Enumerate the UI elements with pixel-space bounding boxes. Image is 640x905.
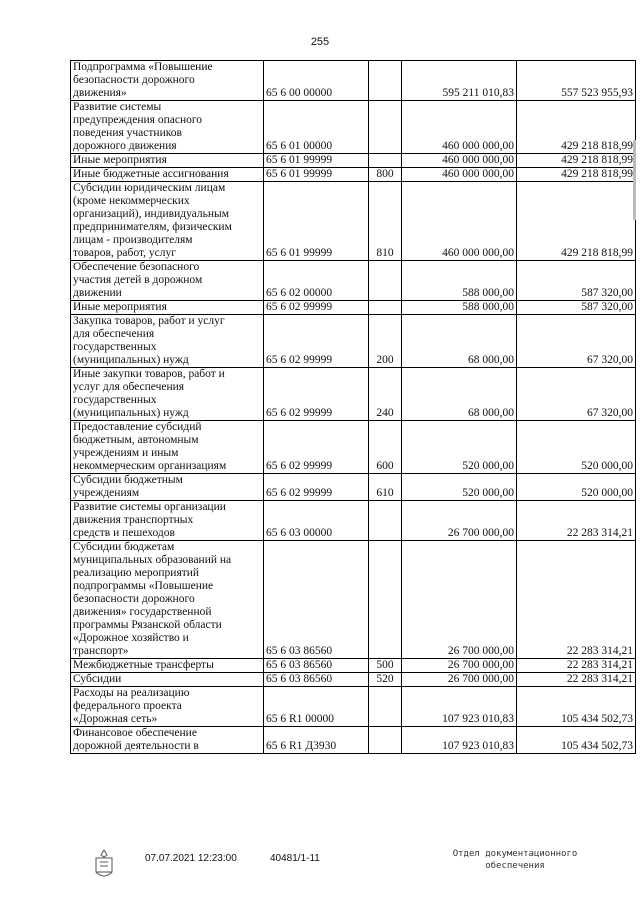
footer-date: 07.07.2021 12:23:00: [145, 853, 237, 864]
row-type: 800: [369, 168, 402, 182]
row-name-line: Межбюджетные трансферты: [73, 659, 214, 671]
row-name-line: для обеспечения: [73, 328, 155, 340]
row-name-line: государственных: [73, 341, 157, 353]
row-type: [369, 501, 402, 541]
row-name: [71, 61, 264, 101]
row-code: 65 6 02 00000: [264, 261, 369, 301]
row-code: 65 6 02 99999: [264, 421, 369, 474]
stamp-line: Отдел документационного: [452, 849, 578, 859]
row-done-amount: 22 283 314,21: [517, 501, 636, 541]
row-name-line: Предоставление субсидий: [73, 421, 202, 433]
row-done-amount: 557 523 955,93: [517, 61, 636, 101]
row-plan-amount: 107 923 010,83: [402, 687, 517, 727]
row-name-line: (муниципальных) нужд: [73, 354, 189, 366]
row-name-line: Расходы на реализацию: [73, 687, 190, 699]
row-name-line: организаций), индивидуальным: [73, 208, 230, 220]
row-name: [71, 687, 264, 727]
row-name-line: Развитие системы организации: [73, 501, 226, 513]
row-plan-amount: 68 000,00: [402, 315, 517, 368]
table-row: [71, 673, 636, 687]
row-plan-amount: 588 000,00: [402, 301, 517, 315]
table-row: [71, 501, 636, 541]
row-type: 610: [369, 474, 402, 501]
row-done-amount: 429 218 818,99: [517, 168, 636, 182]
table-row: [71, 541, 636, 659]
row-done-amount: 105 434 502,73: [517, 687, 636, 727]
table-row: [71, 261, 636, 301]
row-done-amount: 520 000,00: [517, 474, 636, 501]
table-row: [71, 101, 636, 154]
budget-table: [70, 60, 636, 754]
row-name-line: участия детей в дорожном: [73, 274, 203, 286]
row-name-line: движении: [73, 287, 122, 299]
row-name-line: муниципальных образований на: [73, 554, 232, 566]
row-type: 200: [369, 315, 402, 368]
row-name: [71, 368, 264, 421]
table-row: [71, 368, 636, 421]
table-row: [71, 182, 636, 261]
row-type: 810: [369, 182, 402, 261]
row-code: 65 6 03 86560: [264, 673, 369, 687]
row-name-line: программы Рязанской области: [73, 619, 222, 631]
row-done-amount: 429 218 818,99: [517, 182, 636, 261]
row-name-line: движения» государственной: [73, 606, 212, 618]
row-name: [71, 474, 264, 501]
row-plan-amount: 588 000,00: [402, 261, 517, 301]
emblem-icon: [90, 848, 118, 882]
budget-table-body: [71, 61, 636, 754]
row-done-amount: 67 320,00: [517, 315, 636, 368]
table-row: [71, 315, 636, 368]
row-type: 500: [369, 659, 402, 673]
table-row: [71, 154, 636, 168]
row-name: [71, 421, 264, 474]
row-name-line: (кроме некоммерческих: [73, 195, 190, 207]
row-plan-amount: 460 000 000,00: [402, 168, 517, 182]
row-name: [71, 154, 264, 168]
row-code: 65 6 03 00000: [264, 501, 369, 541]
row-plan-amount: 520 000,00: [402, 474, 517, 501]
row-type: [369, 101, 402, 154]
row-name: [71, 301, 264, 315]
table-row: [71, 727, 636, 754]
row-name-line: Субсидии: [73, 673, 122, 685]
row-name-line: Обеспечение безопасного: [73, 261, 200, 273]
department-stamp: [440, 848, 590, 872]
row-plan-amount: 26 700 000,00: [402, 673, 517, 687]
row-name-line: предпринимателям, физическим: [73, 221, 232, 233]
row-plan-amount: 26 700 000,00: [402, 501, 517, 541]
row-name-line: бюджетным, автономным: [73, 434, 199, 446]
row-name-line: учреждениям и иным: [73, 447, 179, 459]
scan-edge-mark: [632, 140, 638, 220]
row-type: [369, 261, 402, 301]
row-name-line: средств и пешеходов: [73, 527, 175, 539]
row-code: 65 6 00 00000: [264, 61, 369, 101]
row-code: 65 6 01 00000: [264, 101, 369, 154]
row-name-line: (муниципальных) нужд: [73, 407, 189, 419]
row-name-line: дорожной деятельности в: [73, 740, 199, 752]
row-code: 65 6 03 86560: [264, 541, 369, 659]
row-name-line: транспорт»: [73, 645, 129, 657]
row-name-line: Субсидии бюджетам: [73, 541, 175, 553]
row-name: [71, 659, 264, 673]
row-name-line: Иные бюджетные ассигнования: [73, 168, 229, 180]
row-code: 65 6 02 99999: [264, 301, 369, 315]
row-name-line: учреждениям: [73, 487, 140, 499]
row-plan-amount: 68 000,00: [402, 368, 517, 421]
row-type: [369, 61, 402, 101]
row-name: [71, 261, 264, 301]
footer-doc-number: 40481/1-11: [270, 853, 320, 864]
row-name-line: движения транспортных: [73, 514, 194, 526]
row-name-line: «Дорожная сеть»: [73, 713, 158, 725]
row-type: [369, 541, 402, 659]
row-name-line: предупреждения опасного: [73, 114, 203, 126]
row-plan-amount: 26 700 000,00: [402, 659, 517, 673]
row-name-line: движения»: [73, 87, 127, 99]
row-code: 65 6 01 99999: [264, 168, 369, 182]
table-row: [71, 61, 636, 101]
table-row: [71, 659, 636, 673]
row-done-amount: 587 320,00: [517, 301, 636, 315]
row-name-line: лицам - производителям: [73, 234, 193, 246]
page-footer: [0, 848, 640, 888]
table-row: [71, 474, 636, 501]
row-type: [369, 687, 402, 727]
row-name: [71, 541, 264, 659]
row-name-line: безопасности дорожного: [73, 593, 195, 605]
row-name-line: Субсидии юридическим лицам: [73, 182, 226, 194]
row-code: 65 6 02 99999: [264, 474, 369, 501]
row-name: [71, 168, 264, 182]
row-done-amount: 22 283 314,21: [517, 659, 636, 673]
row-name-line: Развитие системы: [73, 101, 162, 113]
row-name-line: Закупка товаров, работ и услуг: [73, 315, 225, 327]
row-done-amount: 520 000,00: [517, 421, 636, 474]
row-code: 65 6 01 99999: [264, 154, 369, 168]
row-name-line: Иные мероприятия: [73, 154, 167, 166]
row-done-amount: 22 283 314,21: [517, 541, 636, 659]
row-name-line: дорожного движения: [73, 140, 177, 152]
row-plan-amount: 26 700 000,00: [402, 541, 517, 659]
row-name-line: Иные закупки товаров, работ и: [73, 368, 225, 380]
row-type: [369, 727, 402, 754]
row-plan-amount: 595 211 010,83: [402, 61, 517, 101]
row-name-line: поведения участников: [73, 127, 182, 139]
row-done-amount: 429 218 818,99: [517, 154, 636, 168]
row-name-line: безопасности дорожного: [73, 74, 195, 86]
row-type: 240: [369, 368, 402, 421]
row-name-line: подпрограммы «Повышение: [73, 580, 214, 592]
row-name: [71, 182, 264, 261]
row-code: 65 6 01 99999: [264, 182, 369, 261]
row-plan-amount: 460 000 000,00: [402, 182, 517, 261]
table-row: [71, 168, 636, 182]
row-name: [71, 101, 264, 154]
row-plan-amount: 520 000,00: [402, 421, 517, 474]
row-code: 65 6 02 99999: [264, 315, 369, 368]
row-code: 65 6 03 86560: [264, 659, 369, 673]
row-type: 600: [369, 421, 402, 474]
row-name-line: реализацию мероприятий: [73, 567, 200, 579]
table-row: [71, 421, 636, 474]
row-done-amount: 587 320,00: [517, 261, 636, 301]
row-name-line: услуг для обеспечения: [73, 381, 185, 393]
row-name-line: Субсидии бюджетным: [73, 474, 183, 486]
row-done-amount: 22 283 314,21: [517, 673, 636, 687]
row-done-amount: 67 320,00: [517, 368, 636, 421]
row-name-line: Подпрограмма «Повышение: [73, 61, 213, 73]
row-name-line: некоммерческим организациям: [73, 460, 227, 472]
stamp-line: обеспечения: [485, 861, 545, 871]
row-name-line: федерального проекта: [73, 700, 182, 712]
row-plan-amount: 460 000 000,00: [402, 154, 517, 168]
row-code: 65 6 R1 00000: [264, 687, 369, 727]
row-name-line: государственных: [73, 394, 157, 406]
table-row: [71, 687, 636, 727]
row-plan-amount: 460 000 000,00: [402, 101, 517, 154]
row-name: [71, 501, 264, 541]
row-type: [369, 154, 402, 168]
row-name-line: Иные мероприятия: [73, 301, 167, 313]
row-name: [71, 727, 264, 754]
page-number: 255: [310, 36, 330, 48]
row-name: [71, 673, 264, 687]
row-name-line: Финансовое обеспечение: [73, 727, 197, 739]
row-done-amount: 105 434 502,73: [517, 727, 636, 754]
row-plan-amount: 107 923 010,83: [402, 727, 517, 754]
row-code: 65 6 02 99999: [264, 368, 369, 421]
table-row: [71, 301, 636, 315]
row-name-line: товаров, работ, услуг: [73, 247, 176, 259]
row-done-amount: 429 218 818,99: [517, 101, 636, 154]
row-name-line: «Дорожное хозяйство и: [73, 632, 189, 644]
row-code: 65 6 R1 Д3930: [264, 727, 369, 754]
row-name: [71, 315, 264, 368]
row-type: 520: [369, 673, 402, 687]
row-type: [369, 301, 402, 315]
